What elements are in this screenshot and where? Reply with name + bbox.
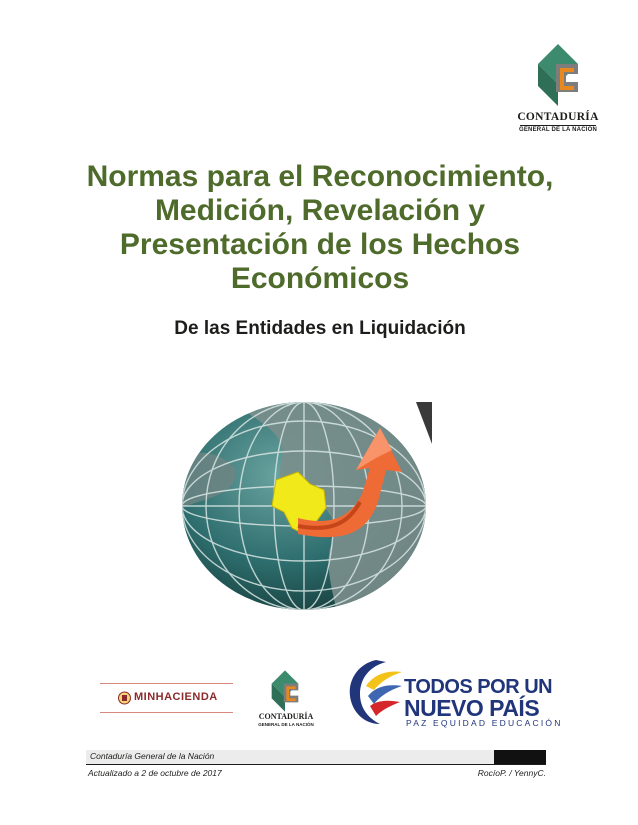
footer-black-block: [494, 750, 546, 764]
logo-divider: [520, 125, 596, 126]
footer-divider: [86, 764, 546, 765]
logo-divider: [100, 683, 233, 684]
todos-por-un-nuevo-pais-emblem-icon: [346, 656, 404, 728]
contaduria-emblem-icon: [266, 669, 304, 713]
colombia-coat-of-arms-icon: [118, 691, 131, 705]
logo-subtitle: GENERAL DE LA NACIÓN: [258, 722, 314, 727]
footer-authors: RocíoP. / YennyC.: [477, 768, 546, 778]
todos-line-2: NUEVO PAÍS: [404, 695, 540, 721]
logo-divider: [100, 712, 233, 713]
document-title: [60, 160, 580, 296]
todos-line-1: TODOS POR UN: [404, 676, 553, 698]
logo-name: CONTADURÍA: [517, 111, 599, 123]
minhacienda-text: MINHACIENDA: [134, 691, 218, 703]
title-line: Económicos: [230, 262, 410, 295]
globe-colombia-arrow-icon: [180, 398, 440, 618]
contaduria-logo-small: [256, 669, 316, 729]
title-line: Normas para el Reconocimiento,: [86, 160, 554, 193]
minhacienda-logo: [100, 683, 233, 713]
contaduria-logo: [512, 42, 604, 134]
todos-line-3: PAZ EQUIDAD EDUCACIÓN: [406, 718, 563, 728]
title-line: Medición, Revelación y: [154, 194, 486, 227]
footer-organization: Contaduría General de la Nación: [90, 751, 215, 761]
logo-name: CONTADURÍA: [258, 712, 314, 721]
logo-subtitle: GENERAL DE LA NACIÓN: [518, 127, 597, 133]
document-subtitle: De las Entidades en Liquidación: [174, 318, 466, 339]
globe-illustration: [180, 398, 440, 623]
footer-updated-date: Actualizado a 2 de octubre de 2017: [88, 768, 222, 778]
title-line: Presentación de los Hechos: [119, 228, 521, 261]
contaduria-emblem-icon: [530, 42, 586, 108]
